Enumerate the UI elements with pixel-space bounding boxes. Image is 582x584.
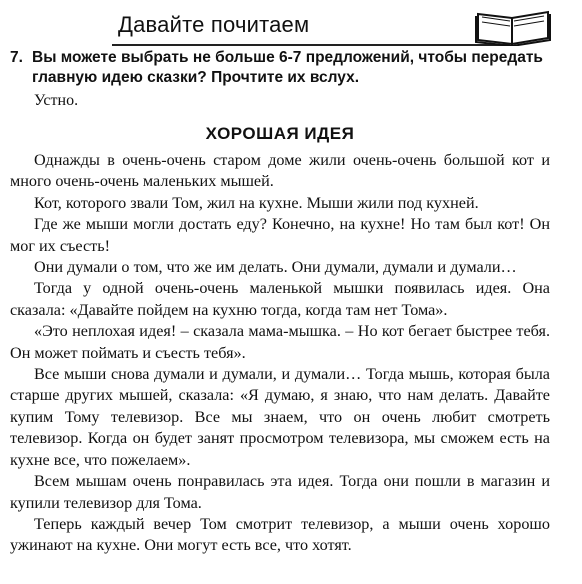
story-paragraph: Всем мышам очень понравилась эта идея. Тогда они пошли в магазин и купили телевизор для Тома. <box>10 472 550 512</box>
oral-note: Устно. <box>34 92 79 109</box>
story-paragraph: Кот, которого звали Том, жил на кухне. Мыши жили под кухней. <box>34 193 479 212</box>
task-number: 7. <box>10 49 23 66</box>
section-header <box>112 10 510 46</box>
story-paragraph: Все мыши снова думали и думали, и думали… Тогда мышь, которая была старше других мышей, сказала: «Я думаю, я знаю, что нам делать. Давайте купим Тому телевизор. Все мы знаем, что он очень любит смотреть телевизор. Когда он будет занят просмотром телевизора, мы сможем есть на кухне все, что пожелаем». <box>10 365 550 469</box>
story-paragraph: Они думали о том, что же им делать. Они думали, думали и думали… <box>34 258 517 277</box>
open-book-icon <box>474 6 554 46</box>
story-title: ХОРОШАЯ ИДЕЯ <box>205 124 355 143</box>
story-paragraph: Где же мыши могли достать еду? Конечно, на кухне! Но там был кот! Он мог их съесть! <box>10 215 550 255</box>
section-title: Давайте почитаем <box>118 12 310 37</box>
story-text <box>10 150 550 557</box>
story-paragraph: Тогда у одной очень-очень маленькой мышки появилась идея. Она сказала: «Давайте пойдем на кухню тогда, когда там нет Тома». <box>10 279 550 319</box>
story-paragraph: Теперь каждый вечер Том смотрит телевизор, а мыши очень хорошо ужинают на кухне. Они могут есть все, что хотят. <box>10 514 550 555</box>
story-paragraph: «Это неплохая идея! – сказала мама-мышка. – Но кот бегает быстрее тебя. Он может поймать и съесть тебя». <box>10 322 550 362</box>
task-text: Вы можете выбрать не больше 6-7 предложений, чтобы передать главную идею сказки? Прочтите их вслух. <box>32 49 543 86</box>
story-paragraph: Однажды в очень-очень старом доме жили очень-очень большой кот и много очень-очень маленьких мышей. <box>10 151 550 191</box>
